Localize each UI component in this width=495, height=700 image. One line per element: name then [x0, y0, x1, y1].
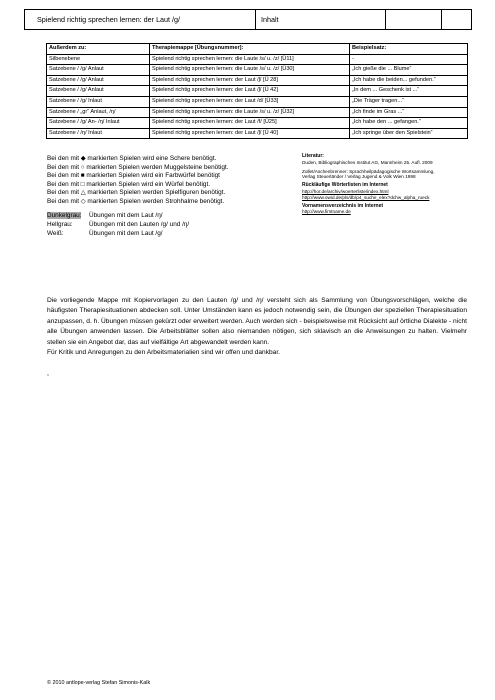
references-block — [302, 154, 487, 215]
table-cell: - — [350, 54, 468, 65]
table-cell: Spielend richtig sprechen lernen: der Laut /d/ [Ü33] — [150, 96, 350, 107]
legend-item: Bei den mit ◇ markierten Spielen werden Strohhalme benötigt. — [47, 197, 225, 205]
table-cell: Spielend richtig sprechen lernen: die Laute /s/ u. /z/ [Ü11] — [150, 54, 350, 65]
legend-item: Bei den mit ◆ markierten Spielen wird eine Schere benötigt. — [47, 155, 217, 162]
table-header-row — [47, 44, 468, 55]
firstnames-title: Vornamensverzeichnis im Internet — [302, 202, 384, 209]
color-key-light: Hellgrau: — [47, 221, 73, 228]
table-row — [47, 118, 468, 129]
color-legend — [47, 211, 189, 238]
table-cell: Satzebene / /g/ Anlaut — [47, 75, 150, 86]
table-cell: Satzebene / /g/ Anlaut — [47, 65, 150, 76]
legend-item: Bei den mit ○ markierten Spielen werden Muggelsteine benötigt. — [47, 163, 229, 171]
table-cell: „In dem ... Geschenk ist ...“ — [350, 86, 468, 97]
table-cell: Spielend richtig sprechen lernen: die Laute /s/ u. /z/ [Ü30] — [150, 65, 350, 76]
intro-paragraph-2: Für Kritik und Anregungen zu den Arbeitsmaterialien sind wir offen und dankbar. — [47, 349, 280, 357]
exercise-table — [46, 43, 468, 139]
stray-dot: , — [47, 370, 49, 377]
color-legend-item — [47, 229, 189, 238]
color-legend-item — [47, 220, 189, 229]
table-cell: „Ich finde im Gras ...“ — [350, 107, 468, 118]
color-key-dark: Dunkelgrau: — [47, 212, 82, 219]
header-section: Inhalt — [256, 10, 386, 29]
literatur-line: Duden, Bibliographisches Institut AG, Mannheim 25. Aufl. 2009 — [302, 159, 433, 165]
table-cell: „Die Träger tragen...“ — [350, 96, 468, 107]
table-header-cell: Außerdem zu: — [47, 44, 150, 55]
copyright-footer: © 2010 antlope-verlag Stefan Simonis-Kalk — [47, 680, 151, 686]
table-cell: Satzebene / /g/ An- /ŋ/ Inlaut — [47, 118, 150, 129]
table-cell: „Ich gieße die ... Blume“ — [350, 65, 468, 76]
header-title: Spielend richtig sprechen lernen: der Laut /g/ — [25, 10, 256, 29]
table-cell: Satzebene / /ŋ/ Inlaut — [47, 128, 150, 139]
header-box — [24, 9, 472, 30]
table-cell: Spielend richtig sprechen lernen: der Laut /ʃ/ [Ü 28] — [150, 75, 350, 86]
table-cell: Spielend richtig sprechen lernen: die Laute /s/ u. /z/ [Ü32] — [150, 107, 350, 118]
wordlists-title: Rückläufige Wörterlisten im Internet — [302, 182, 388, 189]
table-row — [47, 107, 468, 118]
color-key-white: Weiß: — [47, 230, 64, 237]
table-cell: Silbenebene — [47, 54, 150, 65]
literatur-title: Literatur: — [302, 153, 324, 159]
table-row — [47, 128, 468, 139]
table-cell: „Ich habe die beiden... gefunden.“ — [350, 75, 468, 86]
symbol-legend — [47, 155, 228, 207]
color-text: Übungen mit dem Laut /ŋ/ — [89, 212, 163, 219]
firstnames-link[interactable]: http://www.firstname.de — [302, 209, 351, 215]
intro-text — [47, 296, 467, 358]
header-cell-page — [442, 10, 471, 29]
table-cell: „Ich habe den ... gefangen.“ — [350, 118, 468, 129]
table-cell: Spielend richtig sprechen lernen: der Laut /f/ [Ü25] — [150, 118, 350, 129]
legend-item: Bei den mit □ markierten Spielen wird ein Würfel benötigt. — [47, 180, 210, 188]
legend-item: Bei den mit △ markierten Spielen werden Spielfiguren benötigt. — [47, 189, 226, 197]
intro-paragraph: Die vorliegende Mappe mit Kopiervorlagen zu den Lauten /g/ und /ŋ/ versteht sich als Sammlung von Übungsvorschlägen, welche die häufigsten Therapiesituationen abdecken soll. Unter Umständen kann es jedoch notwendig sein, die Übungen der speziellen Therapiesituation anzupassen, d. h. Übungen müssen gekürzt oder erweitert werden. Auch werden sich - beispielsweise mit Rücksicht auf örtliche Dialekte - nicht alle Übungen anwenden lassen. Die Arbeitsblätter sollen also niemanden nötigen, sich sklavisch an die Anweisungen zu halten. Vielmehr stellen sie ein Angebot dar, das auf vielfältige Art abgewandelt werden kann. — [47, 297, 467, 346]
table-row — [47, 75, 468, 86]
table-row — [47, 65, 468, 76]
table-header-cell: Beispielsatz: — [350, 44, 468, 55]
wordlist-link[interactable]: http://www.owid.de/pls/db/p4_suche_elex?dchw_alpha_rueck — [302, 194, 430, 200]
color-legend-item — [47, 211, 189, 220]
table-header-cell: Therapiemappe [Übungsnummer]: — [150, 44, 350, 55]
literatur-line: Zollet/Aschenbrenner: Sprachheilpädagogische Wortsammlung, — [302, 168, 435, 174]
table-row — [47, 54, 468, 65]
table-row — [47, 86, 468, 97]
legend-item: Bei den mit ■ markierten Spielen wird ein Farbwürfel benötigt — [47, 172, 220, 180]
header-cell-empty — [386, 10, 442, 29]
table-cell: „Ich springe über den Spielstein“ — [350, 128, 468, 139]
table-cell: Satzebene / /g/ Inlaut — [47, 96, 150, 107]
literatur-line: Verlag Steuerländer / Verlag Jugend & Volk Wien 1998 — [302, 174, 416, 180]
color-text: Übungen mit den Lauten /g/ und /ŋ/ — [89, 221, 190, 228]
color-text: Übungen mit dem Laut /g/ — [89, 230, 163, 237]
wordlist-link[interactable]: http://hor.de/archiv/woerterliste/index.html — [302, 188, 389, 194]
table-cell: Spielend richtig sprechen lernen: der Laut /ʃ/ [Ü 40] — [150, 128, 350, 139]
table-row — [47, 96, 468, 107]
table-cell: Spielend richtig sprechen lernen: der Laut /ʃ/ [Ü 42] — [150, 86, 350, 97]
table-cell: Satzebene / /g/ Anlaut — [47, 86, 150, 97]
table-cell: Satzebene / „gr“ Anlaut, /ŋ/ — [47, 107, 150, 118]
